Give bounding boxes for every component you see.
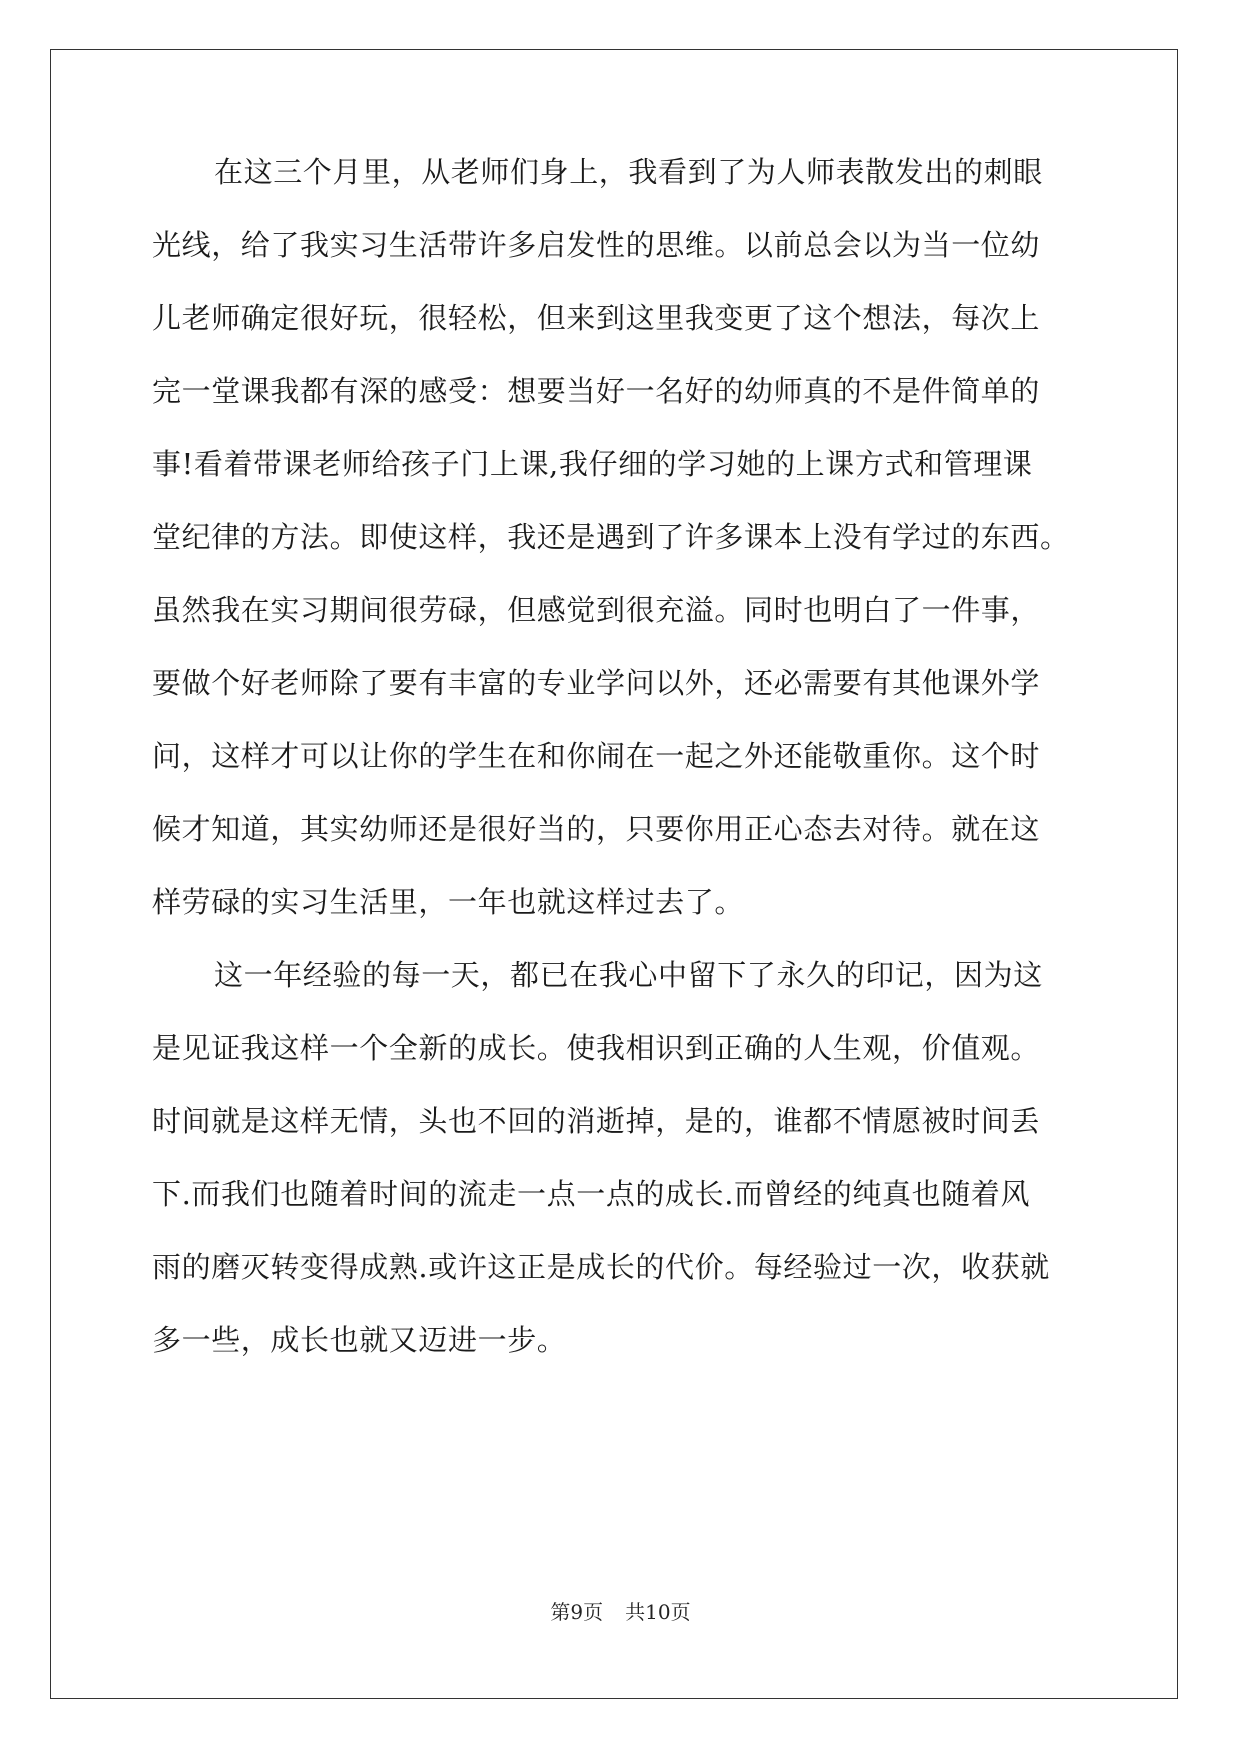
paragraph-1-line-6: 堂纪律的方法。即使这样，我还是遇到了许多课本上没有学过的东西。 [152,520,1070,554]
footer-total-suffix: 页 [670,1600,691,1624]
footer-page-number: 9 [570,1600,584,1624]
paragraph-1-line-8: 要做个好老师除了要有丰富的专业学问以外，还必需要有其他课外学 [152,666,1041,700]
page-border [50,49,1178,1699]
footer-page-suffix: 页 [583,1600,604,1624]
paragraph-1-line-10: 候才知道，其实幼师还是很好当的，只要你用正心态去对待。就在这 [152,812,1041,846]
paragraph-1-line-9: 问，这样才可以让你的学生在和你闹在一起之外还能敬重你。这个时 [152,739,1041,773]
paragraph-1-line-3: 儿老师确定很好玩，很轻松，但来到这里我变更了这个想法，每次上 [152,301,1041,335]
page-footer [0,1598,1241,1626]
paragraph-2-line-2: 是见证我这样一个全新的成长。使我相识到正确的人生观，价值观。 [152,1031,1041,1065]
paragraph-1-line-1: 在这三个月里，从老师们身上，我看到了为人师表散发出的刺眼 [214,155,1043,189]
footer-total-number: 10 [645,1600,671,1624]
paragraph-1-line-2: 光线，给了我实习生活带许多启发性的思维。以前总会以为当一位幼 [152,228,1041,262]
paragraph-1-line-11: 样劳碌的实习生活里，一年也就这样过去了。 [152,885,745,919]
paragraph-1-line-4: 完一堂课我都有深的感受：想要当好一名好的幼师真的不是件简单的 [152,374,1041,408]
paragraph-2-line-3: 时间就是这样无情，头也不回的消逝掉，是的，谁都不情愿被时间丢 [152,1104,1041,1138]
paragraph-2-line-6: 多一些，成长也就又迈进一步。 [152,1323,567,1357]
paragraph-2-line-5: 雨的磨灭转变得成熟.或许这正是成长的代价。每经验过一次，收获就 [152,1250,1050,1284]
paragraph-1-line-7: 虽然我在实习期间很劳碌，但感觉到很充溢。同时也明白了一件事， [152,593,1041,627]
paragraph-1-line-5: 事!看着带课老师给孩子门上课,我仔细的学习她的上课方式和管理课 [152,447,1033,481]
footer-page-prefix: 第 [550,1600,571,1624]
paragraph-2-line-4: 下.而我们也随着时间的流走一点一点的成长.而曾经的纯真也随着风 [152,1177,1031,1211]
paragraph-2-line-1: 这一年经验的每一天，都已在我心中留下了永久的印记，因为这 [214,958,1043,992]
footer-total-prefix: 共 [625,1600,646,1624]
